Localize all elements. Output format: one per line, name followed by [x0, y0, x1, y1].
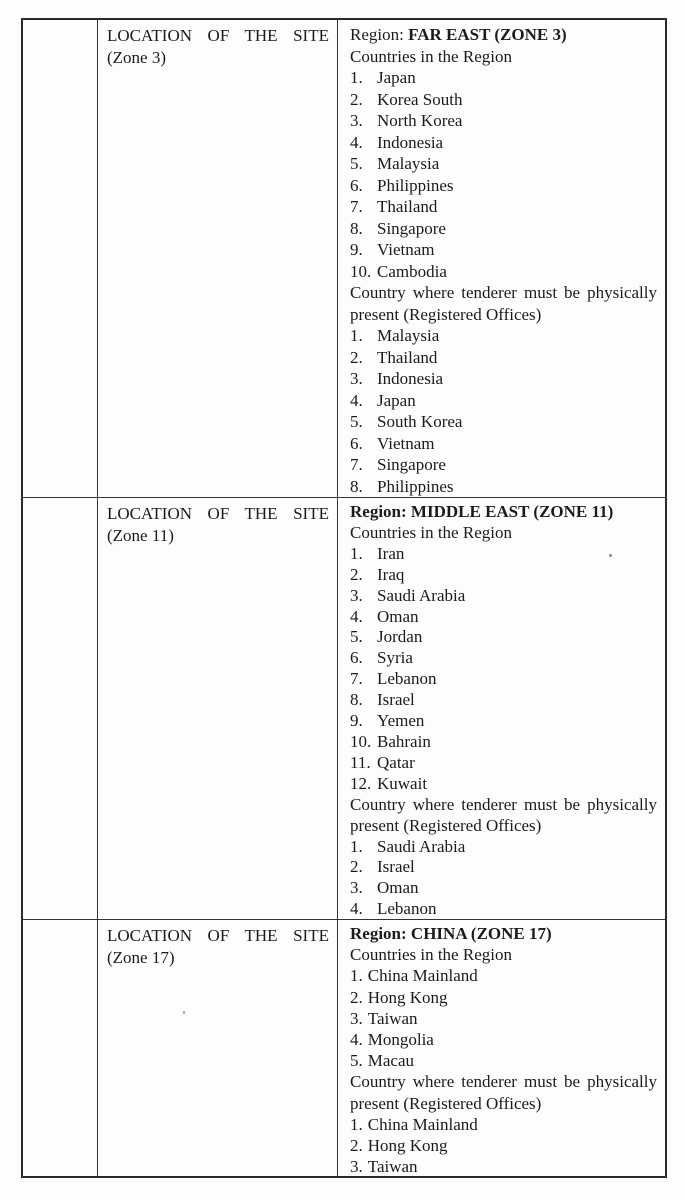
item-number: 6.: [350, 433, 363, 453]
table-row-zone-11: [23, 497, 665, 919]
list-item: [350, 690, 657, 711]
countries-list: [350, 544, 657, 795]
list-item: [350, 454, 657, 476]
item-name: Macau: [367, 1051, 415, 1071]
list-item: [350, 390, 657, 412]
item-name: Jordan: [377, 627, 423, 647]
list-item: [350, 196, 657, 218]
item-name: Oman: [377, 878, 419, 898]
item-number: 6.: [350, 648, 363, 668]
item-name: Thailand: [377, 347, 438, 367]
region-detail-cell: [337, 498, 665, 919]
item-name: Israel: [377, 690, 415, 710]
item-number: 4.: [350, 606, 363, 626]
item-name: Singapore: [377, 455, 446, 474]
site-label: LOCATION OF THE SITE: [107, 504, 329, 523]
region-prefix-label: Region:: [350, 924, 407, 943]
item-number: 1.: [350, 966, 363, 986]
empty-margin-cell: [23, 20, 97, 497]
list-item: [350, 1135, 657, 1156]
item-number: 12.: [350, 773, 372, 793]
list-item: [350, 239, 657, 261]
list-item: [350, 565, 657, 586]
zone-number-label: (Zone 11): [107, 525, 174, 545]
region-detail-cell: [337, 920, 665, 1176]
item-name: Oman: [377, 606, 419, 626]
item-name: Korea South: [377, 89, 463, 109]
item-name: Mongolia: [367, 1030, 434, 1050]
region-name-label: FAR EAST (ZONE 3): [408, 25, 567, 44]
empty-margin-cell: [23, 498, 97, 919]
site-label-cell: [97, 498, 337, 919]
site-label: LOCATION OF THE SITE: [107, 926, 329, 945]
item-name: Hong Kong: [367, 987, 448, 1007]
region-prefix-label: Region:: [350, 25, 404, 44]
site-label-cell: [97, 20, 337, 497]
list-item: [350, 261, 657, 283]
list-item: [350, 774, 657, 795]
tenderer-countries-list: [350, 325, 657, 497]
item-number: 4.: [350, 390, 363, 410]
item-name: North Korea: [377, 111, 463, 130]
item-number: 1.: [350, 543, 363, 563]
list-item: [350, 89, 657, 111]
item-name: Lebanon: [377, 669, 437, 689]
item-number: 1.: [350, 836, 363, 856]
zone-number-label: (Zone 17): [107, 947, 175, 967]
list-item: [350, 1114, 657, 1135]
item-name: Philippines: [377, 476, 454, 496]
zones-table: [21, 18, 667, 1178]
item-name: Yemen: [377, 711, 425, 731]
item-number: 2.: [350, 987, 363, 1007]
list-item: [350, 965, 657, 986]
list-item: [350, 669, 657, 690]
item-name: Indonesia: [377, 369, 444, 388]
item-name: Vietnam: [377, 240, 435, 259]
item-number: 4.: [350, 132, 363, 152]
item-name: South Korea: [377, 412, 463, 431]
item-number: 2.: [350, 89, 363, 109]
item-number: 5.: [350, 1051, 363, 1071]
item-number: 2.: [350, 347, 363, 367]
table-row-zone-17: [23, 919, 665, 1176]
list-item: [350, 648, 657, 669]
list-item: [350, 175, 657, 197]
region-detail-cell: [337, 20, 665, 497]
region-name-label: CHINA (ZONE 17): [410, 924, 552, 943]
item-number: 1.: [350, 1114, 363, 1134]
countries-heading: Countries in the Region: [350, 46, 512, 66]
zone-number-label: (Zone 3): [107, 47, 167, 67]
region-prefix-label: Region:: [350, 502, 407, 521]
item-number: 3.: [350, 111, 363, 130]
list-item: [350, 153, 657, 175]
list-item: [350, 132, 657, 154]
item-number: 2.: [350, 1136, 363, 1156]
item-number: 9.: [350, 240, 363, 259]
list-item: [350, 878, 657, 899]
item-number: 10.: [350, 261, 372, 281]
item-name: Vietnam: [377, 433, 435, 453]
tenderer-heading: Country where tenderer must be physically present (Registered Offices): [350, 794, 657, 835]
item-name: Qatar: [377, 752, 415, 772]
item-name: Japan: [377, 390, 416, 410]
list-item: [350, 1029, 657, 1050]
item-number: 4.: [350, 899, 363, 919]
item-number: 8.: [350, 218, 363, 238]
region-title: [350, 923, 657, 944]
list-item: [350, 411, 657, 433]
item-name: Saudi Arabia: [377, 585, 466, 605]
item-name: Malaysia: [377, 154, 440, 173]
list-item: [350, 218, 657, 240]
list-item: [350, 110, 657, 132]
list-item: [350, 1156, 657, 1176]
list-item: [350, 857, 657, 878]
list-item: [350, 899, 657, 919]
item-name: Taiwan: [367, 1008, 418, 1028]
item-number: 7.: [350, 669, 363, 689]
item-number: 1.: [350, 326, 363, 345]
item-name: Singapore: [377, 218, 446, 238]
tenderer-countries-list: [350, 837, 657, 920]
list-item: [350, 607, 657, 628]
list-item: [350, 325, 657, 347]
scan-speck: [183, 1011, 185, 1014]
item-name: Syria: [377, 648, 413, 668]
region-name-label: MIDDLE EAST (ZONE 11): [410, 502, 614, 521]
tenderer-heading: Country where tenderer must be physically present (Registered Offices): [350, 1072, 657, 1113]
item-number: 9.: [350, 711, 363, 731]
countries-list: [350, 965, 657, 1071]
item-number: 10.: [350, 731, 372, 751]
item-number: 7.: [350, 455, 363, 474]
list-item: [350, 476, 657, 498]
item-number: 1.: [350, 68, 363, 87]
list-item: [350, 67, 657, 89]
scan-speck: [609, 554, 612, 557]
countries-heading: Countries in the Region: [350, 522, 512, 542]
list-item: [350, 753, 657, 774]
item-number: 8.: [350, 690, 363, 710]
list-item: [350, 586, 657, 607]
site-label: LOCATION OF THE SITE: [107, 26, 329, 45]
item-number: 8.: [350, 476, 363, 496]
item-name: Israel: [377, 857, 415, 877]
item-name: Lebanon: [377, 899, 437, 919]
item-number: 3.: [350, 1157, 363, 1176]
item-number: 6.: [350, 175, 363, 195]
item-number: 2.: [350, 857, 363, 877]
list-item: [350, 711, 657, 732]
item-name: Indonesia: [377, 132, 444, 152]
countries-list: [350, 67, 657, 282]
item-name: Hong Kong: [367, 1136, 448, 1156]
list-item: [350, 837, 657, 858]
tenderer-heading: Country where tenderer must be physically present (Registered Offices): [350, 283, 657, 324]
countries-heading: Countries in the Region: [350, 945, 512, 965]
region-title: [350, 24, 657, 46]
tenderer-countries-list: [350, 1114, 657, 1176]
item-name: Iraq: [377, 564, 405, 584]
item-name: Philippines: [377, 175, 454, 195]
table-row-zone-3: [23, 20, 665, 497]
item-number: 3.: [350, 1008, 363, 1028]
empty-margin-cell: [23, 920, 97, 1176]
item-name: China Mainland: [367, 1114, 478, 1134]
site-label-cell: [97, 920, 337, 1176]
list-item: [350, 627, 657, 648]
item-name: Taiwan: [367, 1157, 418, 1176]
item-number: 3.: [350, 369, 363, 388]
item-number: 5.: [350, 154, 363, 173]
item-number: 5.: [350, 412, 363, 431]
region-title: [350, 502, 657, 523]
item-number: 2.: [350, 564, 363, 584]
list-item: [350, 433, 657, 455]
item-name: Iran: [377, 543, 405, 563]
list-item: [350, 368, 657, 390]
item-number: 4.: [350, 1030, 363, 1050]
item-name: Malaysia: [377, 326, 440, 345]
list-item: [350, 1008, 657, 1029]
item-name: Bahrain: [377, 731, 431, 751]
item-name: Cambodia: [377, 261, 447, 281]
item-name: China Mainland: [367, 966, 478, 986]
item-name: Thailand: [377, 197, 438, 216]
list-item: [350, 1050, 657, 1071]
item-number: 7.: [350, 197, 363, 216]
item-number: 3.: [350, 878, 363, 898]
item-name: Kuwait: [377, 773, 428, 793]
item-name: Saudi Arabia: [377, 836, 466, 856]
item-number: 11.: [350, 752, 371, 772]
list-item: [350, 987, 657, 1008]
item-name: Japan: [377, 68, 416, 87]
item-number: 5.: [350, 627, 363, 647]
item-number: 3.: [350, 585, 363, 605]
list-item: [350, 732, 657, 753]
list-item: [350, 347, 657, 369]
